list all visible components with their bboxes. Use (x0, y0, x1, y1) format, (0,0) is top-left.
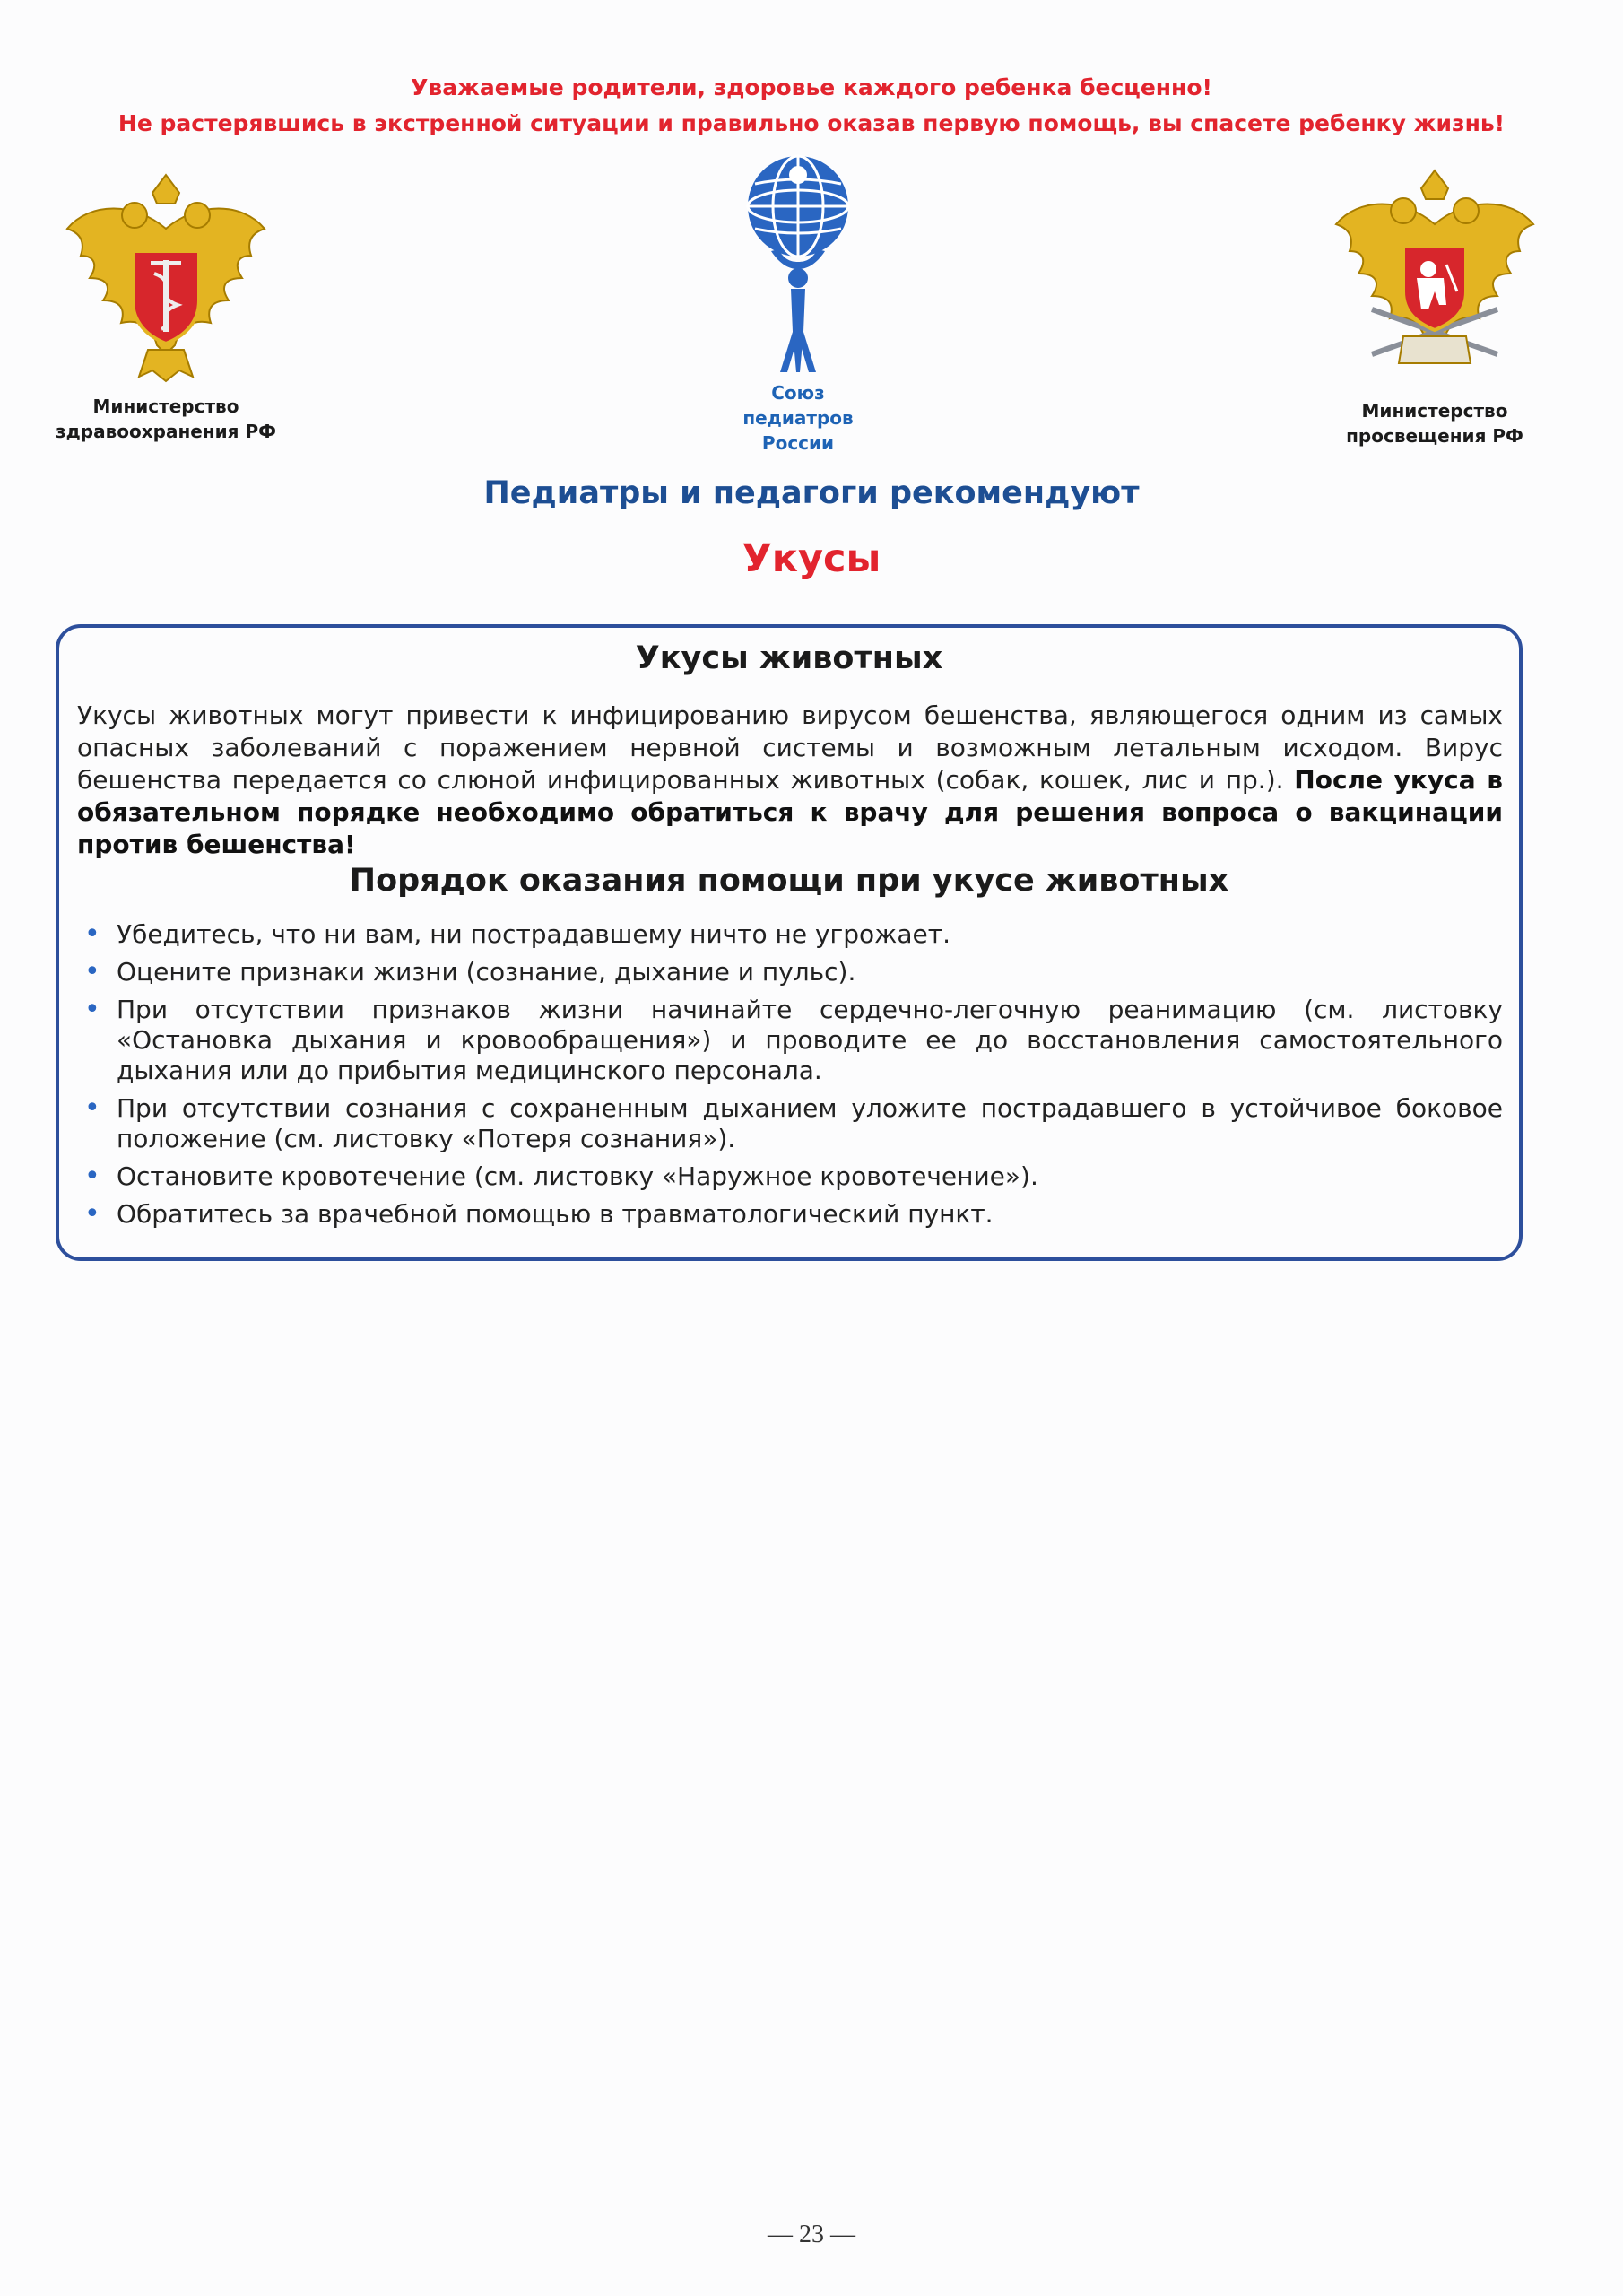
list-item (77, 1199, 1503, 1230)
procedure-title: Порядок оказания помощи при укусе животных (349, 863, 1229, 899)
bullet-icon: • (84, 1198, 100, 1230)
step-text: Оцените признаки жизни (сознание, дыхание и пульс). (117, 957, 856, 987)
list-item (77, 1161, 1503, 1192)
intro-text: Укусы животных могут привести к инфицированию вирусом бешенства, являющегося одним из самых опасных заболеваний с поражением нервной системы и возможным летальным исходом. Вирус бешенства передается со слюной инфицированных животных (собак, кошек, лис и пр.). (77, 700, 1503, 795)
coat-of-arms-health-icon (54, 166, 278, 390)
animal-bites-title: Укусы животных (635, 640, 943, 676)
banner-line-2: Не растерявшись в экстренной ситуации и правильно оказав первую помощь, вы спасете ребенку жизнь! (117, 110, 1506, 136)
logo-ministry-education (1300, 161, 1569, 448)
bullet-icon: • (84, 1161, 100, 1192)
list-item (77, 919, 1503, 950)
list-item (77, 957, 1503, 987)
ministry-health-line2: здравоохранения РФ (56, 421, 276, 442)
logo-ministry-health (49, 166, 282, 444)
bullet-icon: • (84, 994, 100, 1025)
page-number: — 23 — (768, 2221, 855, 2248)
list-item (77, 995, 1503, 1086)
ministry-education-line2: просвещения РФ (1346, 425, 1523, 447)
step-text: Обратитесь за врачебной помощью в травматологический пункт. (117, 1199, 994, 1229)
step-text: При отсутствии сознания с сохраненным дыханием уложите пострадавшего в устойчивое боковое положение (см. листовку «Потеря сознания»). (117, 1093, 1503, 1153)
coat-of-arms-education-icon (1323, 161, 1547, 395)
animal-bites-info-box (56, 624, 1523, 1261)
step-text: При отсутствии признаков жизни начинайте сердечно-легочную реанимацию (см. листовку «Остановка дыхания и кровообращения») и проводите ее до восстановления самостоятельного дыхания или до прибытия медицинского персонала. (117, 995, 1503, 1085)
step-text: Убедитесь, что ни вам, ни пострадавшему ничто не угрожает. (117, 919, 950, 949)
pediatricians-line1: Союз (771, 382, 825, 404)
bullet-icon: • (84, 956, 100, 987)
topic-heading: Укусы (742, 536, 881, 581)
procedure-steps-list (77, 919, 1503, 1237)
intro-warning: После укуса в обязательном порядке необходимо обратиться к врачу для решения вопроса о вакцинации против бешенства! (77, 765, 1503, 859)
recommend-heading: Педиатры и педагоги рекомендуют (483, 475, 1140, 511)
step-text: Остановите кровотечение (см. листовку «Наружное кровотечение»). (117, 1161, 1038, 1191)
pediatricians-line3: России (761, 432, 835, 454)
ministry-education-line1: Министерство (1361, 400, 1508, 422)
pediatricians-globe-logo-icon (735, 152, 861, 377)
logo-pediatricians-union (690, 152, 906, 456)
list-item (77, 1093, 1503, 1154)
ministry-health-line1: Министерство (92, 396, 239, 417)
bullet-icon: • (84, 918, 100, 950)
animal-bites-intro (77, 700, 1503, 861)
bullet-icon: • (84, 1092, 100, 1124)
top-banner (0, 70, 1623, 142)
pediatricians-line2: педиатров (742, 407, 854, 429)
banner-line-1: Уважаемые родители, здоровье каждого ребенка бесценно! (411, 74, 1212, 100)
